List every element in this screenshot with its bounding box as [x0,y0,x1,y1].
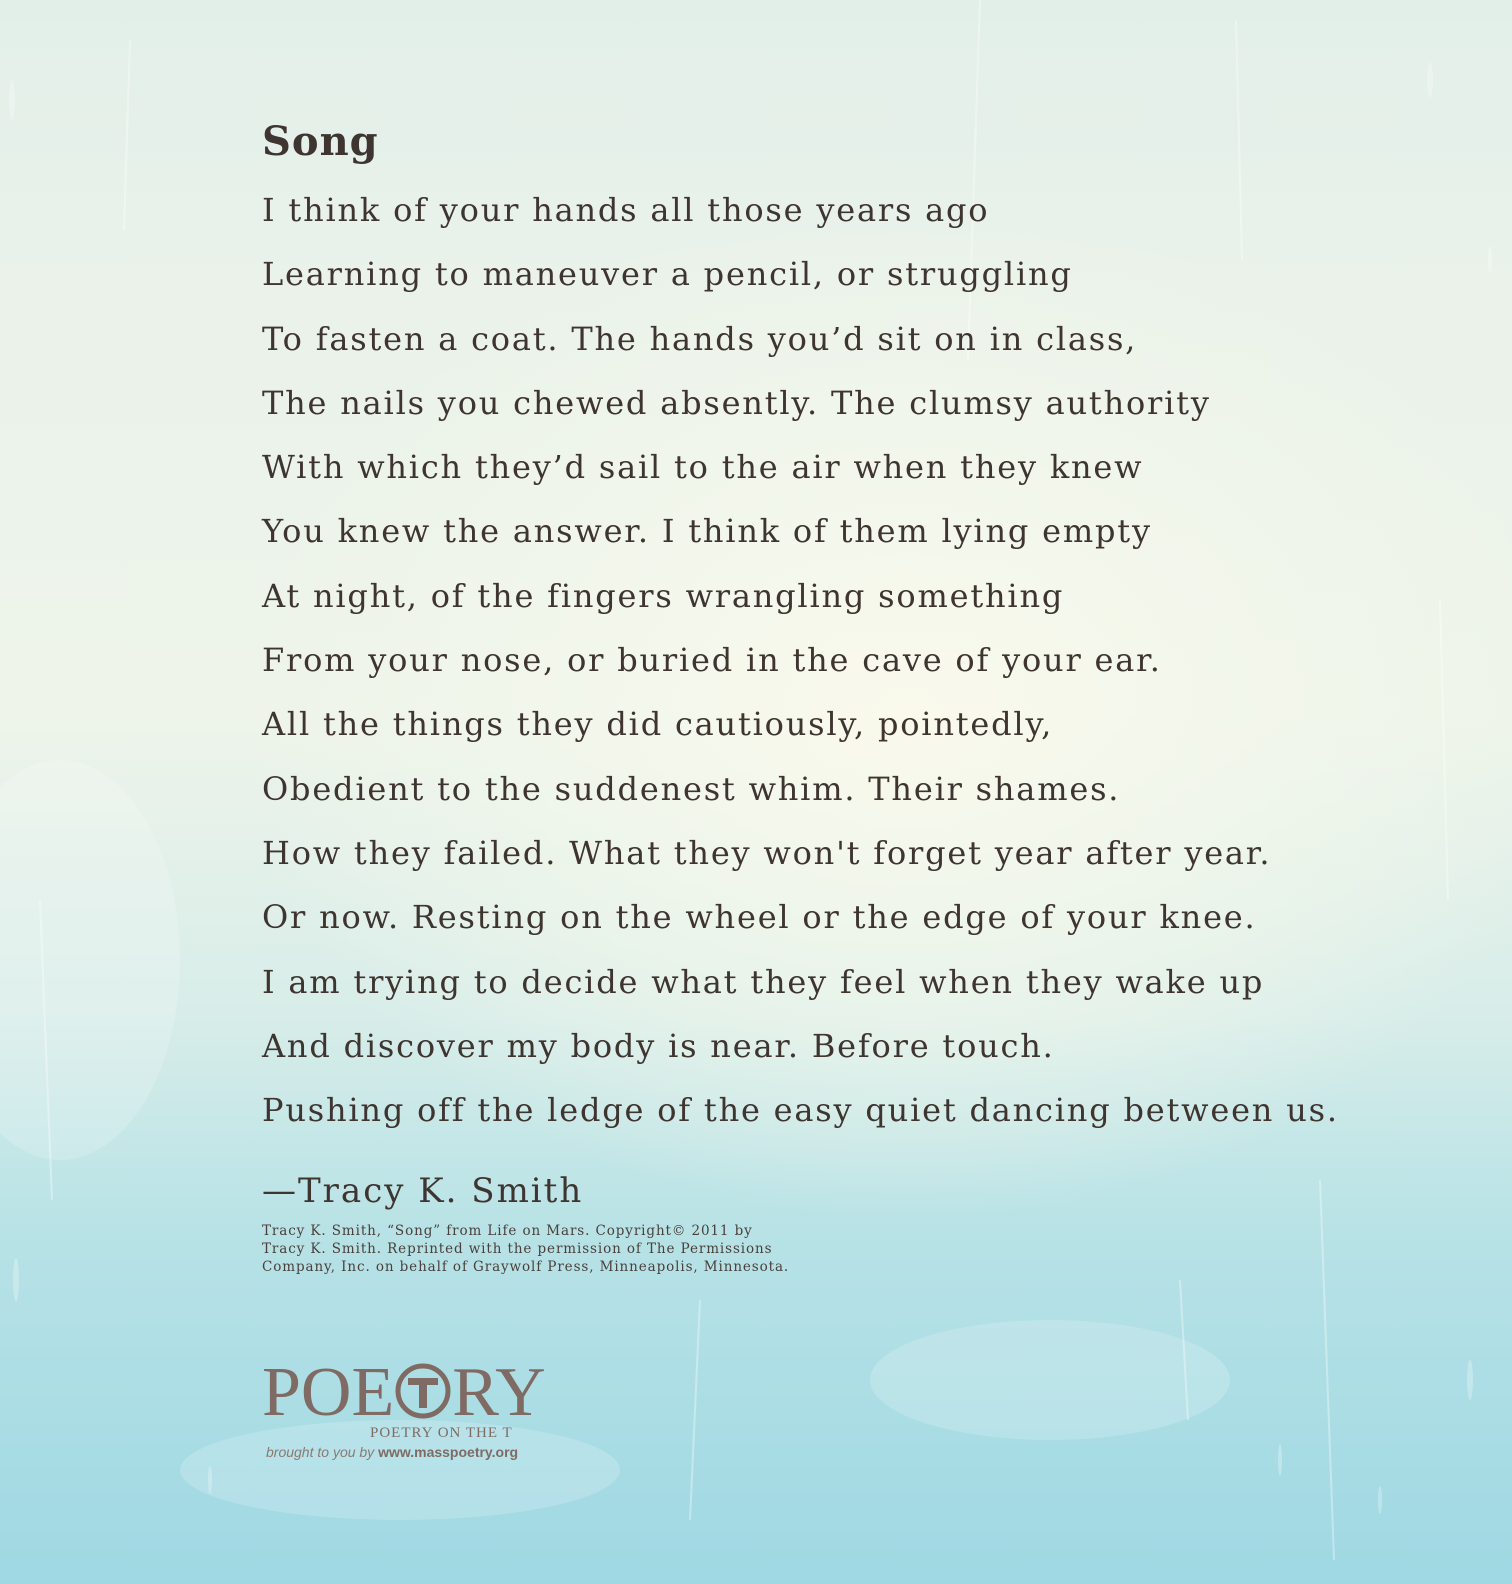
credit-line: Company, Inc. on behalf of Graywolf Press, Minneapolis, Minnesota. [262,1259,790,1276]
poem-line: With which they’d sail to the air when they knew [262,448,1144,487]
poem-line: How they failed. What they won't forget year after year. [262,833,1272,872]
poem-line: And discover my body is near. Before touch. [262,1026,1055,1065]
poem-lines [262,184,1462,1148]
poem-line: The nails you chewed absently. The clumsy authority [262,383,1211,422]
logo-brought-by [266,1442,602,1462]
poem-line: From your nose, or buried in the cave of your ear. [262,641,1162,680]
poem-line: All the things they did cautiously, pointedly, [262,705,1054,744]
poem-author: —Tracy K. Smith [262,1171,584,1212]
poem-title: Song [262,118,379,165]
circle-t-icon [395,1363,451,1419]
poem-line: At night, of the fingers wrangling something [262,576,1065,615]
credit-line: Tracy K. Smith, “Song” from Life on Mars. Copyright© 2011 by [262,1223,753,1240]
poem-line: I am trying to decide what they feel when they wake up [262,962,1265,1001]
poem-line: I think of your hands all those years ago [262,191,990,229]
copyright-credit [262,1222,822,1276]
poem-line: You knew the answer. I think of them lying empty [262,512,1152,551]
poem-line: To fasten a coat. The hands you’d sit on in class, [262,319,1138,358]
poem-line: Learning to maneuver a pencil, or struggling [262,255,1073,294]
credit-line: Tracy K. Smith. Reprinted with the permission of The Permissions [262,1241,773,1258]
logo-wordmark-left: POE [262,1354,395,1431]
poem-line: Obedient to the suddenest whim. Their shames. [262,769,1121,808]
poem-line: Or now. Resting on the wheel or the edge of your knee. [262,898,1257,937]
poem-line: Pushing off the ledge of the easy quiet dancing between us. [262,1091,1339,1130]
masspoetry-link[interactable]: www.masspoetry.org [378,1444,519,1460]
logo-tagline: POETRY ON THE T [370,1425,513,1441]
poetry-on-the-t-logo [262,1354,602,1462]
brought-by-label: brought to you by [266,1444,375,1460]
logo-wordmark-right: RY [452,1354,546,1431]
logo-wordmark [262,1354,602,1431]
poem-container [262,112,1462,1276]
